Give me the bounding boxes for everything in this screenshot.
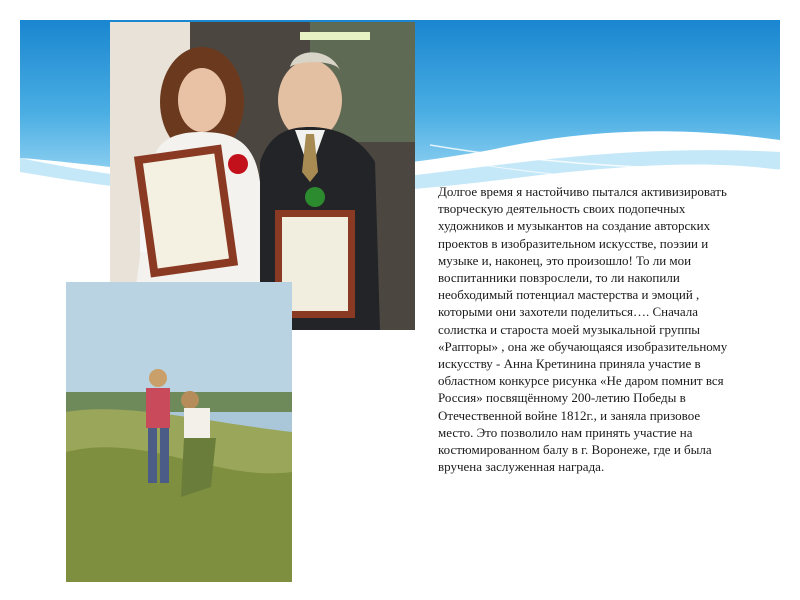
field-photo [66, 282, 292, 582]
main-paragraph [438, 183, 738, 475]
paragraph-text: Долгое время я настойчиво пытался активизировать творческую деятельность своих подопечных художников и музыкантов на создание авторских проектов в изобразительном искусстве, поэзии и музыке и, наконец, это произошло! То ли мои воспитанники повзрослели, то ли накопили необходимый потенциал мастерства и эмоций , которыми они захотели поделиться…. Сначала солистка и староста моей музыкальной группы «Рапторы» , она же обучающаяся изобразительному искусству - Анна Кретинина приняла участие в областном конкурсе рисунка «Не даром помнит вся Россия» посвящённому 200-летию Победы в Отечественной войне 1812г., и заняла призовое место. Это позволило нам принять участие на костюмированном балу в г. Воронеже, где и была вручена заслуженная награда. [438, 184, 728, 475]
